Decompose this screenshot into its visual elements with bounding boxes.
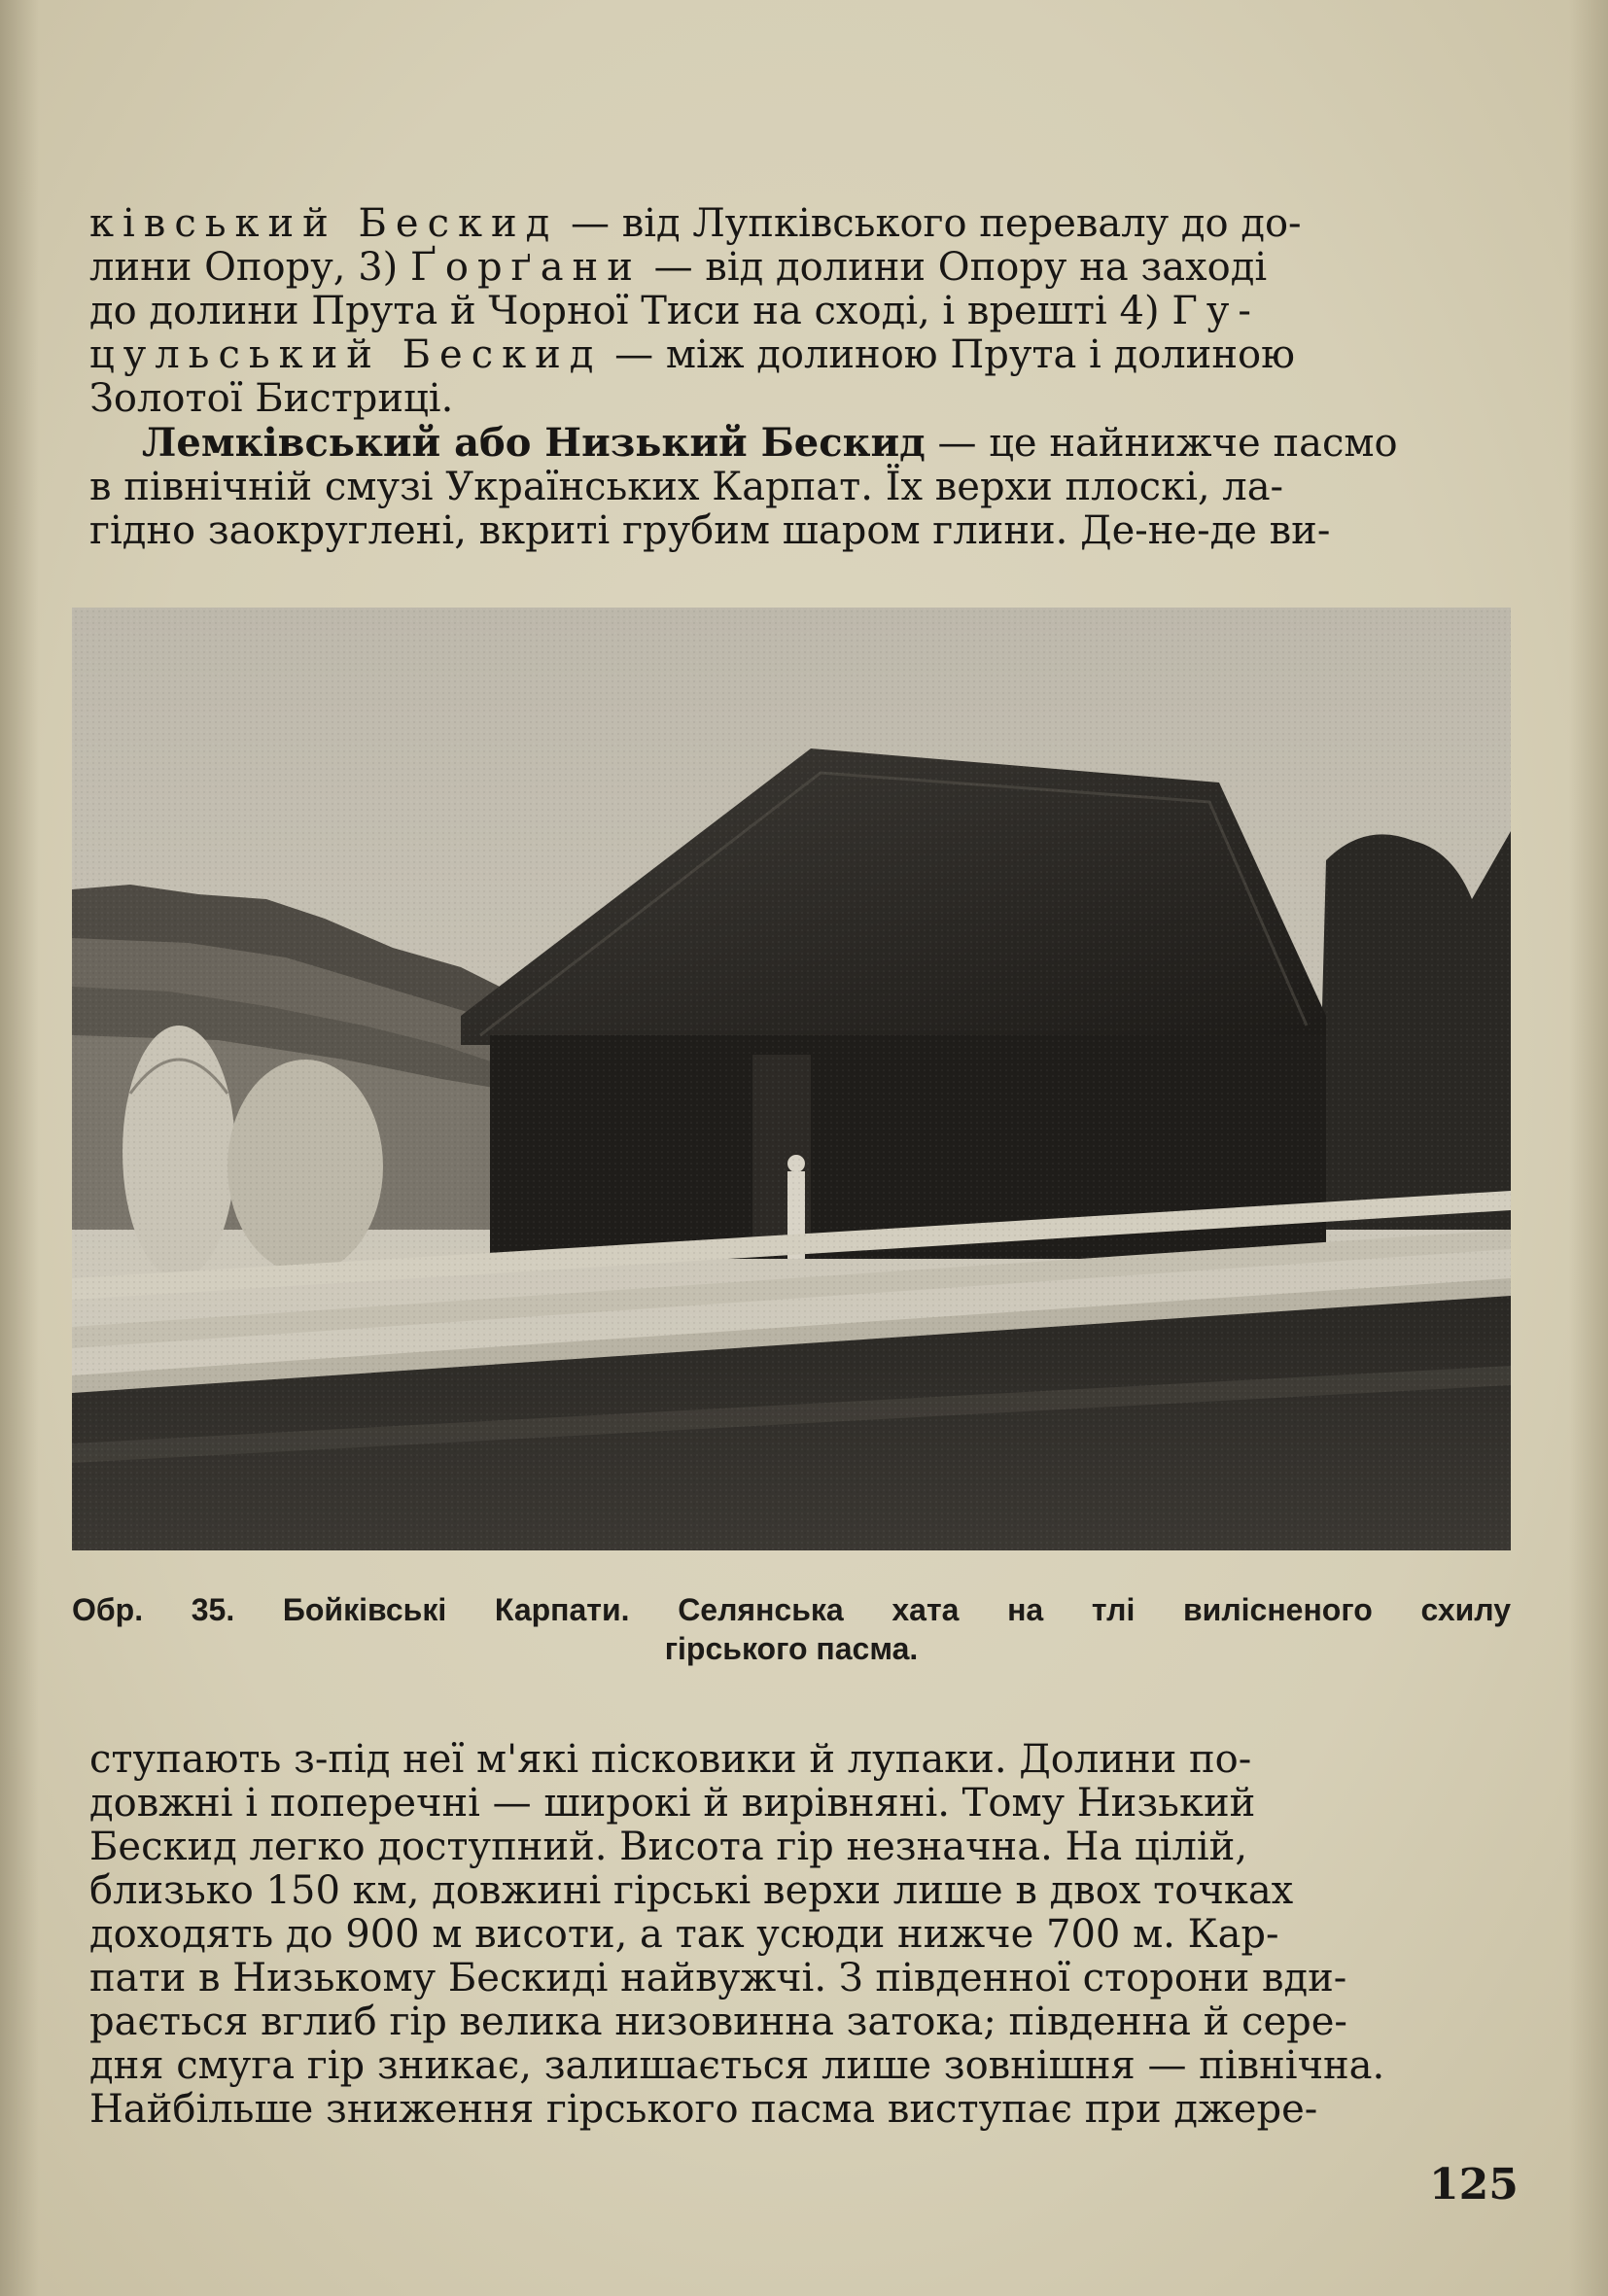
text-line: пати в Низькому Бескиді найвужчі. З південної сторони вди- bbox=[89, 1956, 1347, 2000]
text-line bbox=[89, 333, 1526, 377]
text-block-bottom bbox=[89, 1738, 1526, 2132]
text-run: до долини Прута й Чорної Тиси на сході, і врешті 4) bbox=[89, 289, 1172, 333]
text-line bbox=[89, 246, 1526, 290]
text-line bbox=[89, 377, 1526, 421]
page-edge-shadow-left bbox=[0, 0, 39, 2296]
text-line: Бескид легко доступний. Висота гір незначна. На цілій, bbox=[89, 1825, 1248, 1869]
text-line: рається вглиб гір велика низовинна затока; південна й сере- bbox=[89, 2000, 1347, 2044]
text-line bbox=[89, 290, 1526, 333]
text-run: — між долиною Прута і долиною bbox=[602, 332, 1295, 377]
term-spaced: цульський Бескид bbox=[89, 332, 603, 377]
text-run: Золотої Бистриці. bbox=[89, 376, 454, 421]
text-line bbox=[89, 421, 1526, 466]
text-line: Найбільше зниження гірського пасма виступає при джере- bbox=[89, 2087, 1318, 2132]
text-block-top bbox=[89, 202, 1526, 553]
text-line: дня смуга гір зникає, залишається лише зовнішня — північна. bbox=[89, 2043, 1385, 2088]
text-line: довжні і поперечні — широкі й вирівняні. Тому Низький bbox=[89, 1781, 1256, 1826]
page-number: 125 bbox=[1429, 2160, 1519, 2209]
text-run: — від Лупківського перевалу до до- bbox=[558, 201, 1302, 246]
text-run: в північній смузі Українських Карпат. Їх верхи плоскі, ла- bbox=[89, 465, 1284, 509]
term-bold: Лемківський або Низький Бескид bbox=[142, 420, 926, 466]
term-spaced: Гу- bbox=[1171, 289, 1260, 333]
text-line bbox=[89, 202, 1526, 246]
house-photo-image bbox=[72, 608, 1511, 1550]
text-line bbox=[89, 509, 1526, 553]
text-run: гідно заокруглені, вкриті грубим шаром глини. Де-не-де ви- bbox=[89, 508, 1331, 553]
text-run: — це найнижче пасмо bbox=[925, 421, 1398, 466]
text-run: — від долини Опору на заході bbox=[641, 245, 1268, 290]
text-line: ступають з-під неї м'які пісковики й лупаки. Долини по- bbox=[89, 1737, 1252, 1782]
figure-photo bbox=[72, 608, 1511, 1550]
term-spaced: ківський Бескид bbox=[89, 201, 559, 246]
term-spaced: Ґорґани bbox=[409, 245, 642, 290]
page-edge-shadow-right bbox=[1569, 0, 1608, 2296]
figure-caption bbox=[72, 1590, 1511, 1668]
text-line: доходять до 900 м висоти, а так усюди нижче 700 м. Кар- bbox=[89, 1912, 1279, 1957]
text-line bbox=[89, 466, 1526, 509]
text-line: близько 150 км, довжині гірські верхи лише в двох точках bbox=[89, 1868, 1294, 1913]
caption-line-1: Обр. 35. Бойківські Карпати. Селянська хата на тлі вилісненого схилу bbox=[72, 1592, 1511, 1627]
text-run: лини Опору, 3) bbox=[89, 245, 410, 290]
caption-line-2: гірського пасма. bbox=[664, 1631, 919, 1666]
